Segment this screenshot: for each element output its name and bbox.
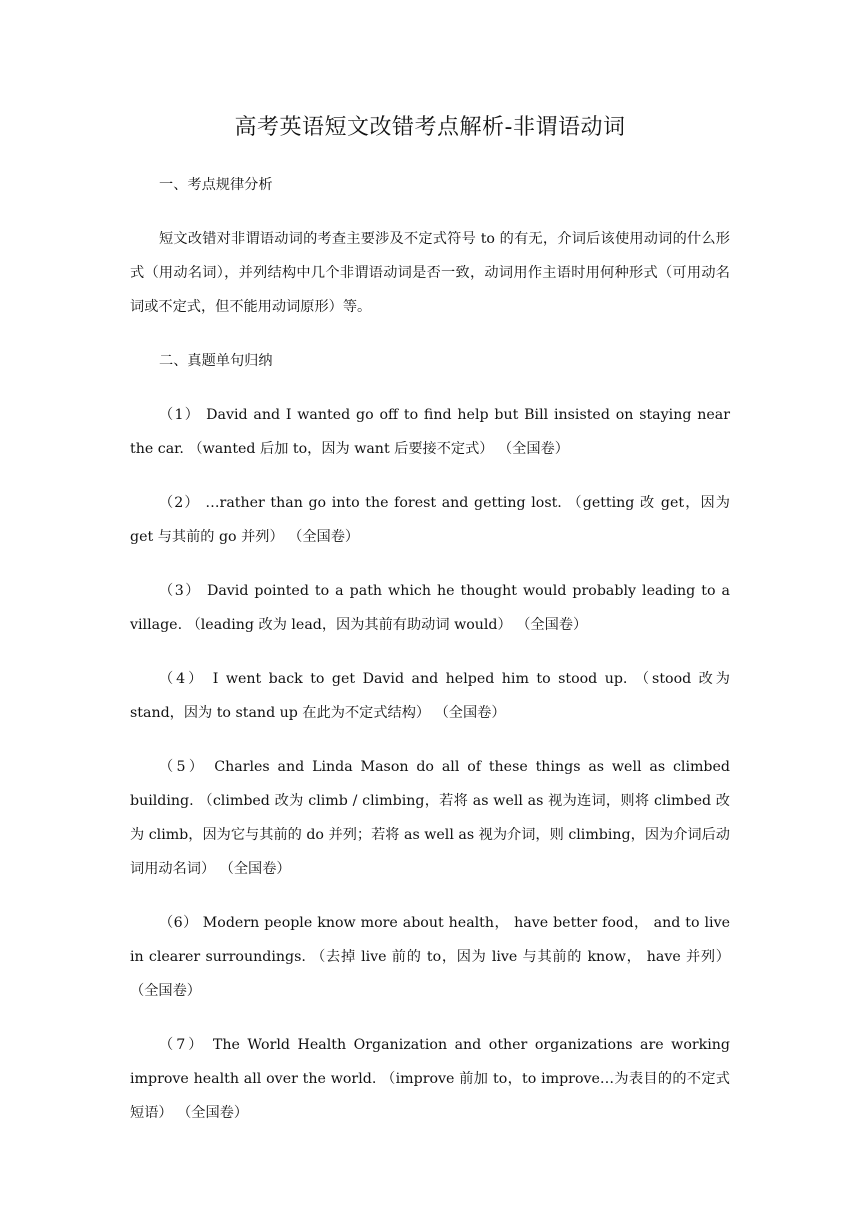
example-item-3: （3） David pointed to a path which he thought would probably leading to a village. （leading 改为 lead，因为其前有助动词 would） （全国卷） (130, 583, 730, 633)
document-body (130, 168, 730, 1130)
example-item-6: （6） Modern people know more about health， have better food， and to live in clearer surroundings. （去掉 live 前的 to，因为 live 与其前的 know， have 并列） （全国卷） (130, 915, 730, 999)
example-item-7: （7） The World Health Organization and other organizations are working improve health all over the world. （improve 前加 to，to improve…为表目的的不定式短语） （全国卷） (130, 1037, 730, 1121)
section2-heading: 二、真题单句归纳 (159, 353, 273, 369)
example-item-1: （1） David and I wanted go off to find help but Bill insisted on staying near the car. （wanted 后加 to，因为 want 后要接不定式） （全国卷） (130, 407, 730, 457)
example-item-2: （2） …rather than go into the forest and getting lost. （getting 改 get，因为 get 与其前的 go 并列） （全国卷） (130, 495, 730, 545)
document-title: 高考英语短文改错考点解析-非谓语动词 (234, 115, 626, 140)
example-item-5: （5） Charles and Linda Mason do all of these things as well as climbed building. （climbed 改为 climb / climbing，若将 as well as 视为连词，则将 climbed 改为 climb，因为它与其前的 do 并列；若将 as well as 视为介词，则 climbing，因为介词后动词用动名词） （全国卷） (130, 759, 730, 877)
section1-paragraph: 短文改错对非谓语动词的考查主要涉及不定式符号 to 的有无，介词后该使用动词的什么形式（用动名词），并列结构中几个非谓语动词是否一致，动词用作主语时用何种形式（可用动名词或不定式，但不能用动词原形）等。 (130, 231, 730, 315)
section1-heading: 一、考点规律分析 (159, 177, 273, 193)
example-item-4: （4） I went back to get David and helped him to stood up. （stood 改为 stand，因为 to stand up 在此为不定式结构） （全国卷） (130, 671, 730, 721)
